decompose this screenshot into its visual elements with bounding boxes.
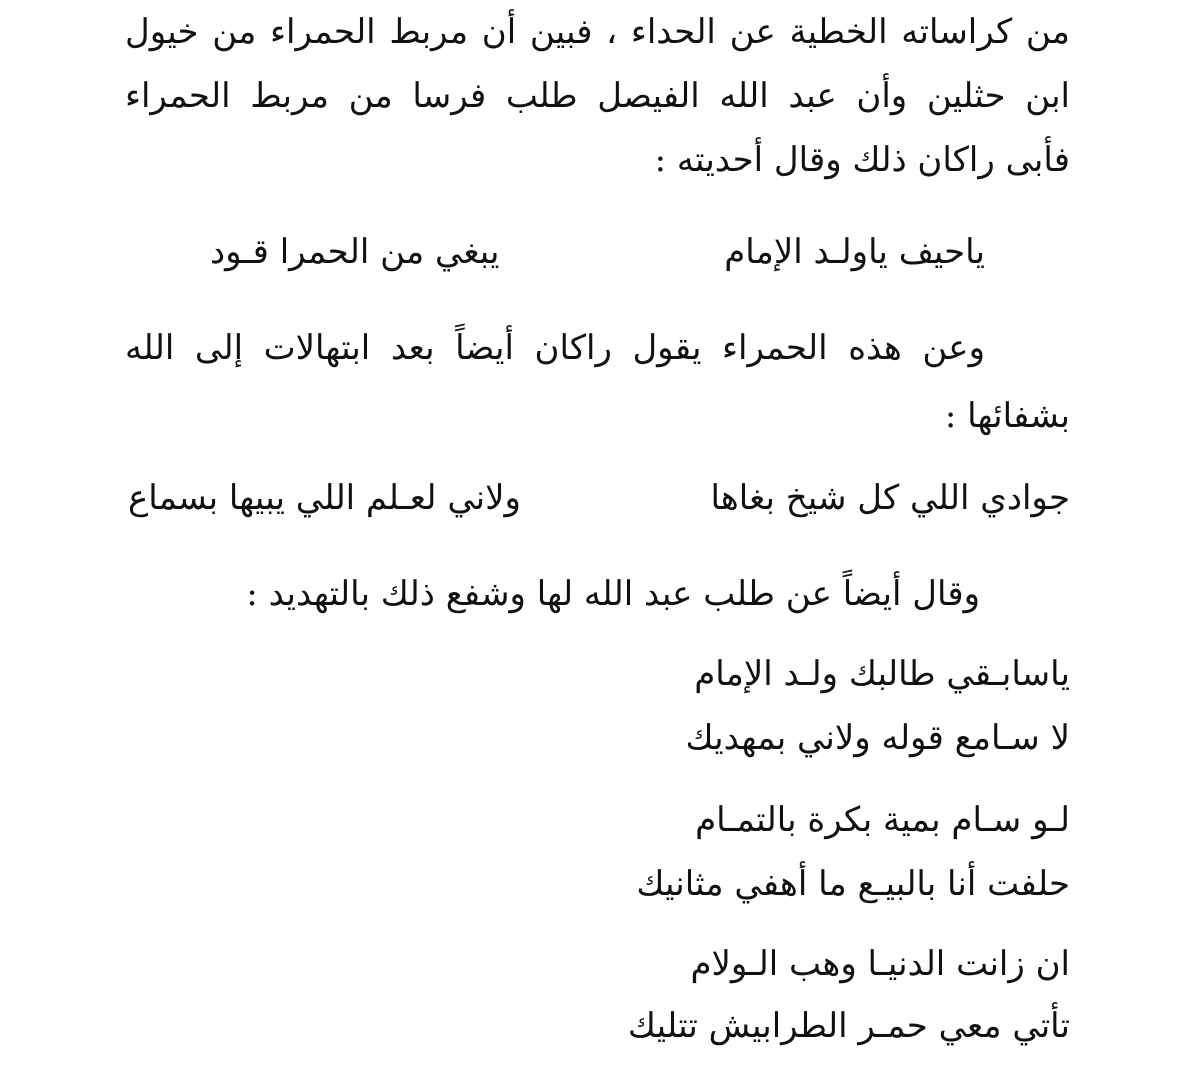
verse-hemistich-first: ياحيف ياولـد الإمام [724, 232, 985, 272]
verse-couplet [128, 478, 1070, 518]
prose-line: وعن هذه الحمراء يقول راكان أيضاً بعد ابتهالات إلى الله [125, 328, 985, 368]
prose-line: بشفائها : [944, 396, 1070, 436]
verse-hemistich-first: جوادي اللي كل شيخ بغاها [710, 478, 1070, 518]
poem-line: لـو سـام بمية بكرة بالتمـام [695, 800, 1070, 840]
poem-line: حلفت أنا بالبيـع ما أهفي مثانيك [636, 864, 1070, 904]
poem-line: لا سـامع قوله ولاني بمهديك [685, 718, 1070, 758]
verse-couplet [210, 232, 985, 272]
prose-line: من كراساته الخطية عن الحداء ، فبين أن مربط الحمراء من خيول [125, 12, 1070, 52]
verse-hemistich-second: ولاني لعـلم اللي يبيها بسماع [128, 478, 521, 518]
poem-line: ان زانت الدنيـا وهب الـولام [690, 944, 1070, 984]
prose-line: فأبى راكان ذلك وقال أحديته : [654, 140, 1070, 180]
poem-line: تأتي معي حمـر الطرابيش تتليك [627, 1006, 1070, 1046]
prose-line: وقال أيضاً عن طلب عبد الله لها وشفع ذلك بالتهديد : [246, 574, 980, 614]
verse-hemistich-second: يبغي من الحمرا قـود [210, 232, 500, 272]
poem-line: ياسابـقي طالبك ولـد الإمام [694, 654, 1070, 694]
prose-line: ابن حثلين وأن عبد الله الفيصل طلب فرسا من مربط الحمراء [125, 76, 1070, 116]
